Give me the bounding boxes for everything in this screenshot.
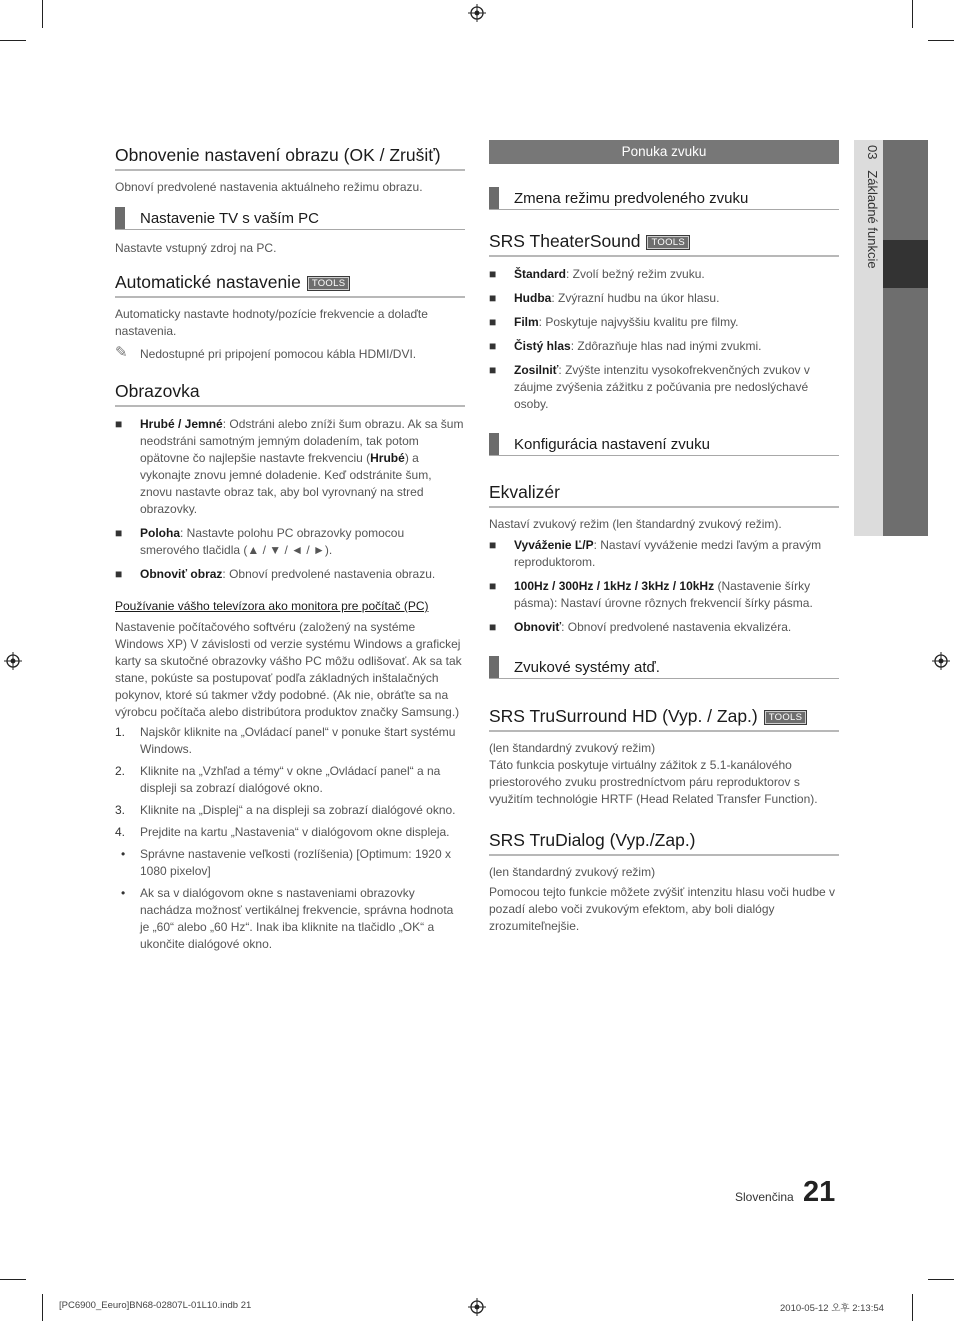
print-date-info: 2010-05-12 오후 2:13:54 xyxy=(780,1303,884,1314)
list-item xyxy=(489,338,839,355)
item-text: : Zvýrazní hudbu na úkor hlasu. xyxy=(551,291,720,305)
item-text: : Nastaví vyváženie medzi ľavým a pravým reproduktorom. xyxy=(514,538,822,569)
step-text: Najskôr kliknite na „Ovládací panel“ v ponuke štart systému Windows. xyxy=(140,725,456,756)
section-title xyxy=(115,272,465,298)
subsection-title: Zvukové systémy atď. xyxy=(514,658,660,676)
section-text: Pomocou tejto funkcie môžete zvýšiť intenzitu hlasu voči hudbe v pozadí alebo voči zvukovým efektom, aby boli dialógy zrozumiteľnejšie. xyxy=(489,885,836,933)
term: Zosilniť xyxy=(514,363,559,377)
print-file-info: [PC6900_Eeuro]BN68-02807L-01L10.indb 21 xyxy=(59,1300,252,1311)
step-item xyxy=(115,724,465,758)
item-text: : Nastavte polohu PC obrazovky pomocou smerového tlačidla (▲ / ▼ / ◄ / ►). xyxy=(140,526,405,557)
step-item xyxy=(115,763,465,797)
registration-mark-icon xyxy=(932,652,950,670)
item-text: : Zvýšte intenzitu vysokofrekvenčných zvukov v záujme zvýšenia zážitku z počúvania pre nedoslýchavé osoby. xyxy=(514,363,810,411)
registration-mark-icon xyxy=(468,4,486,22)
page-number: 21 xyxy=(803,1176,836,1208)
list-item xyxy=(489,290,839,307)
section-pc-monitor xyxy=(115,597,465,953)
item-text: : Odstráni alebo zníži šum obrazu. Ak sa šum neodstráni samotným jemným doladením, tak potom opätovne čo najlepšie nastavte frekvenciu ( xyxy=(140,417,464,465)
chapter-tab-strip xyxy=(883,140,928,536)
note-text: Nedostupné pri pripojení pomocou kábla HDMI/DVI. xyxy=(140,347,417,361)
chapter-tab-marker xyxy=(883,240,928,288)
list-item xyxy=(115,525,465,559)
subsection-title: Konfigurácia nastavení zvuku xyxy=(514,435,710,453)
registration-mark-icon xyxy=(4,652,22,670)
item-text: : Zdôrazňuje hlas nad inými zvukmi. xyxy=(570,339,762,353)
sound-menu-banner: Ponuka zvuku xyxy=(489,140,839,164)
heading-bar xyxy=(115,207,125,229)
section-srs-trusurround xyxy=(489,706,839,808)
term: Hudba xyxy=(514,291,552,305)
crop-mark xyxy=(0,1279,26,1280)
subsection-heading xyxy=(115,207,465,230)
heading-bar xyxy=(489,656,499,678)
item-text: : Obnoví predvolené nastavenia obrazu. xyxy=(222,567,436,581)
term: Hrubé / Jemné xyxy=(140,417,223,431)
left-column xyxy=(115,140,465,958)
sound-mode-list xyxy=(489,266,839,413)
section-text: Obnoví predvolené nastavenia aktuálneho režimu obrazu. xyxy=(115,180,423,194)
chapter-tab-label xyxy=(858,145,880,445)
note-pencil-icon: ✎ xyxy=(115,344,128,361)
crop-mark xyxy=(42,0,43,28)
section-title: Ekvalizér xyxy=(489,482,839,508)
crop-mark xyxy=(0,40,26,41)
subsection-title-underlined: Používanie vášho televízora ako monitora pre počítač (PC) xyxy=(115,599,429,613)
step-text: Kliknite na „Displej“ a na displeji sa zobrazí dialógové okno. xyxy=(140,803,456,817)
section-pc-setup xyxy=(115,207,465,257)
crop-mark xyxy=(912,0,913,28)
screen-options-list xyxy=(115,416,465,583)
item-text: : Zvolí bežný režim zvuku. xyxy=(566,267,705,281)
section-equalizer xyxy=(489,482,839,636)
chapter-number: 03 xyxy=(865,145,880,160)
section-text: Nastaví zvukový režim (len štandardný zvukový režim). xyxy=(489,517,782,531)
crop-mark xyxy=(912,1294,913,1321)
heading-bar xyxy=(489,187,499,209)
section-text: Nastavenie počítačového softvéru (založený na systéme Windows XP) V závislosti od verzie systému Windows a grafickej karty sa skutočné obrazovky vášho PC môžu odlišovať. Ak sa tak stane, pokúste sa postupovať podľa základných inštalačných pokynov, ktoré sú takmer vždy podobné. (Ak nie, obráťte sa na výrobcu počítača alebo distribútora produktov značky Samsung.) xyxy=(115,620,462,719)
subsection-heading xyxy=(489,656,839,679)
section-text: Táto funkcia poskytuje virtuálny zážitok z 5.1-kanálového priestorového zvuku prostredníctvom páru reproduktorov s využitím technológie HRTF (Head Related Transfer Function). xyxy=(489,758,818,806)
term: Vyváženie Ľ/P xyxy=(514,538,594,552)
section-title xyxy=(489,231,839,257)
equalizer-list xyxy=(489,537,839,636)
mode-note: (len štandardný zvukový režim) xyxy=(489,865,656,879)
term: Film xyxy=(514,315,539,329)
list-item xyxy=(489,619,839,636)
subsection-heading xyxy=(489,187,839,210)
list-item xyxy=(489,537,839,571)
step-number: 3. xyxy=(115,803,126,817)
item-text: : Obnoví predvolené nastavenia ekvalizéra. xyxy=(561,620,792,634)
section-srs-theatersound xyxy=(489,231,839,413)
tip-item: • Správne nastavenie veľkosti (rozlíšenia) [Optimum: 1920 x 1080 pixelov] xyxy=(115,846,465,880)
crop-mark xyxy=(42,1294,43,1321)
list-item xyxy=(489,362,839,413)
mode-note: (len štandardný zvukový režim) xyxy=(489,741,656,755)
subsection-heading xyxy=(489,433,839,456)
subsection-title: Zmena režimu predvoleného zvuku xyxy=(514,189,749,207)
section-title-text: SRS TheaterSound xyxy=(489,231,641,251)
crop-mark xyxy=(928,1279,954,1280)
chapter-title: Základné funkcie xyxy=(865,170,880,269)
term: Poloha xyxy=(140,526,181,540)
term: Obnoviť xyxy=(514,620,562,634)
list-item xyxy=(489,266,839,283)
step-number: 2. xyxy=(115,764,126,778)
crop-mark xyxy=(928,40,954,41)
section-title: Obnovenie nastavení obrazu (OK / Zrušiť) xyxy=(115,145,465,171)
tools-badge: TOOLS xyxy=(764,710,808,725)
term: Obnoviť obraz xyxy=(140,567,223,581)
term: 100Hz / 300Hz / 1kHz / 3kHz / 10kHz xyxy=(514,579,715,593)
step-item xyxy=(115,802,465,819)
list-item xyxy=(489,314,839,331)
term: Čistý hlas xyxy=(514,339,571,353)
tools-badge: TOOLS xyxy=(307,276,351,291)
tip-item: • Ak sa v dialógovom okne s nastaveniami obrazovky nachádza možnosť vertikálnej frekvencie, správna hodnota je „60“ alebo „60 Hz“. Inak iba kliknite na tlačidlo „OK“ a ukončite dialógové okno. xyxy=(115,885,465,953)
step-number: 1. xyxy=(115,725,126,739)
heading-bar xyxy=(489,433,499,455)
subsection-title: Nastavenie TV s vaším PC xyxy=(140,209,319,227)
section-sound-mode xyxy=(489,187,839,210)
right-column xyxy=(489,140,839,935)
step-text: Prejdite na kartu „Nastavenia“ v dialógovom okne displeja. xyxy=(140,825,450,839)
section-text: Nastavte vstupný zdroj na PC. xyxy=(115,241,277,255)
section-title-text: Automatické nastavenie xyxy=(115,272,301,292)
note xyxy=(115,346,465,363)
list-item xyxy=(489,578,839,612)
section-title xyxy=(489,706,839,732)
section-text: Automaticky nastavte hodnoty/pozície frekvencie a dolaďte nastavenia. xyxy=(115,307,428,338)
footer-language: Slovenčina xyxy=(735,1190,794,1204)
tips-list xyxy=(115,846,465,953)
term: Štandard xyxy=(514,267,567,281)
list-item xyxy=(115,416,465,518)
section-title: SRS TruDialog (Vyp./Zap.) xyxy=(489,830,839,856)
section-auto-adjust xyxy=(115,272,465,363)
step-text: Kliknite na „Vzhľad a témy“ v okne „Ovládací panel“ a na displeji sa zobrazí dialógové okno. xyxy=(140,764,441,795)
section-title: Obrazovka xyxy=(115,381,465,407)
registration-mark-icon xyxy=(468,1298,486,1316)
item-text: (Nastavenie šírky pásma): Nastaví úrovne rôznych frekvencií šírky pásma. xyxy=(514,579,813,610)
section-srs-trudialog xyxy=(489,830,839,935)
section-sound-systems xyxy=(489,656,839,679)
item-text: : Poskytuje najvyššiu kvalitu pre filmy. xyxy=(538,315,739,329)
step-number: 4. xyxy=(115,825,126,839)
step-item xyxy=(115,824,465,841)
section-picture-reset xyxy=(115,145,465,196)
list-item xyxy=(115,566,465,583)
section-title-text: SRS TruSurround HD (Vyp. / Zap.) xyxy=(489,706,758,726)
steps-list xyxy=(115,724,465,841)
section-screen xyxy=(115,381,465,583)
tools-badge: TOOLS xyxy=(646,235,690,250)
item-text: ) a vykonajte znovu jemné doladenie. Keď odstránite šum, znovu nastavte obraz tak, aby bol vyrovnaný na stred obrazovky. xyxy=(140,451,432,516)
section-sound-config xyxy=(489,433,839,456)
term: Hrubé xyxy=(370,451,405,465)
